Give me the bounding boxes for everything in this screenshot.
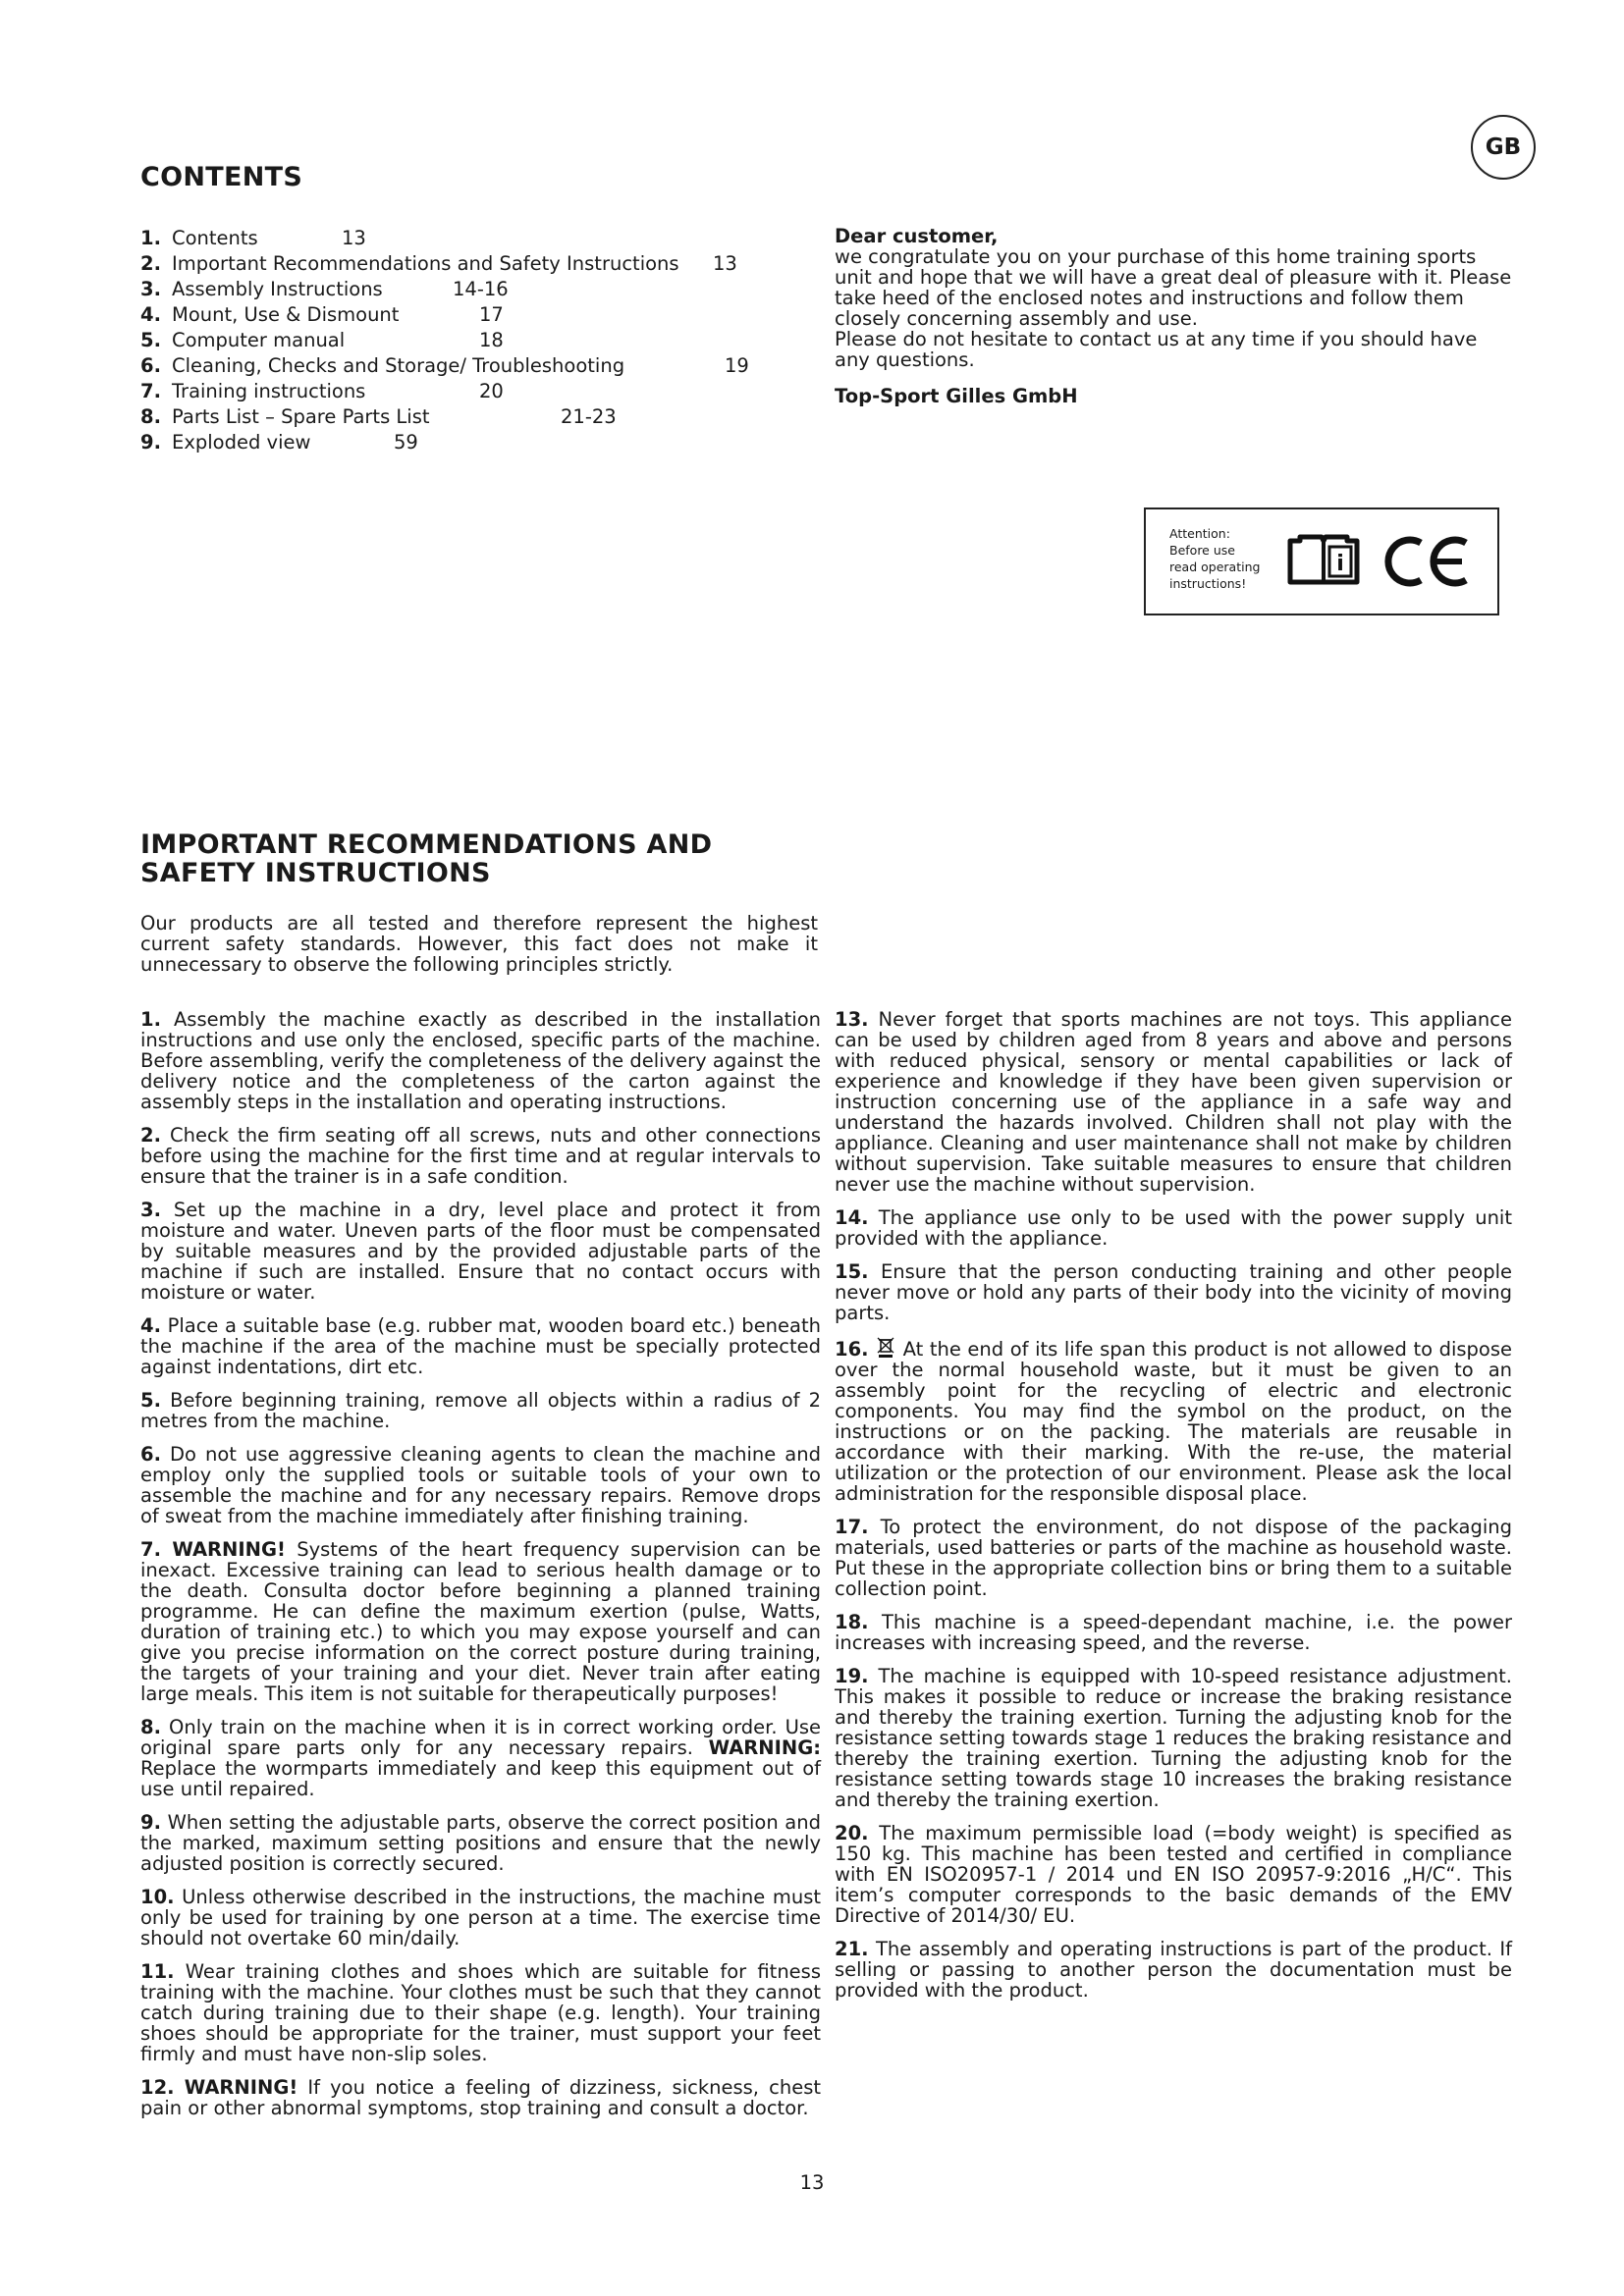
greeting-salutation: Dear customer, bbox=[835, 225, 999, 247]
safety-item: 11. Wear training clothes and shoes which are suitable for fitness training with the machine. Your clothes must be such that they cannot catch during training due to their shape (e.g. length). Your training shoes should be appropriate for the trainer, must support your feet firmly and must have non-slip soles. bbox=[140, 1960, 821, 2065]
safety-item: 7. WARNING! Systems of the heart frequency supervision can be inexact. Excessive training can lead to serious health damage or to the death. Consulta doctor before beginning a planned training programme. He can define the maximum exertion (pulse, Watts, duration of training etc.) to which you may expose yourself and can give you precise information on the correct posture during training, the targets of your training and your diet. Never train after eating large meals. This item is not suitable for therapeutically purposes! bbox=[140, 1538, 821, 1705]
safety-item: 16. At the end of its life span this product is not allowed to dispose over the normal household waste, but it must be given to an assembly point for the recycling of electric and electronic components. You may find the symbol on the product, on the instructions or on the packing. The materials are reusable in accordance with their marking. With the re-use, the material utilization or the protection of our environment. Please ask the local administration for the responsible disposal place. bbox=[835, 1338, 1512, 1505]
safety-item: 10. Unless otherwise described in the instructions, the machine must only be used for training by one person at a time. The exercise time should not overtake 60 min/daily. bbox=[140, 1886, 821, 1949]
safety-column-right bbox=[835, 1009, 1512, 2013]
read-manual-book-icon bbox=[1286, 533, 1361, 588]
toc-item: 8. Parts List – Spare Parts List 21-23 bbox=[140, 405, 617, 428]
safety-item: 18. This machine is a speed-dependant machine, i.e. the power increases with increasing speed, and the reverse. bbox=[835, 1611, 1513, 1654]
safety-item: 3. Set up the machine in a dry, level place and protect it from moisture and water. Uneven parts of the floor must be compensated by suitable measures and by the provided adjustable parts of the machine if such are installed. Ensure that no contact occurs with moisture or water. bbox=[140, 1199, 821, 1304]
safety-item: 17. To protect the environment, do not dispose of the packaging materials, used batteries or parts of the machine as household waste. Put these in the appropriate collection bins or bring them to a suitable collection point. bbox=[835, 1516, 1512, 1600]
table-of-contents bbox=[140, 226, 779, 455]
greeting-body: we congratulate you on your purchase of this home training sports unit and hope that we will have a great deal of pleasure with it. Please take heed of the enclosed notes and instructions and follow them closely concerning assembly and use. bbox=[835, 245, 1512, 330]
language-badge: GB bbox=[1471, 115, 1536, 180]
toc-item: 7. Training instructions 20 bbox=[140, 380, 504, 402]
svg-text:i: i bbox=[1336, 552, 1344, 576]
warning-label: WARNING: bbox=[708, 1736, 822, 1759]
toc-item: 4. Mount, Use & Dismount 17 bbox=[140, 303, 504, 326]
safety-item: 13. Never forget that sports machines are not toys. This appliance can be used by children aged from 8 years and above and persons with reduced physical, sensory or mental capabilities or lack of experience and knowledge if they have been given supervision or instruction concerning use of the appliance in a safe way and understand the hazards involved. Children shall not play with the appliance. Cleaning and user maintenance shall not make by children without supervision. Take suitable measures to ensure that children never use the machine without supervision. bbox=[835, 1008, 1513, 1196]
toc-item: 5. Computer manual 18 bbox=[140, 329, 504, 351]
contents-heading: CONTENTS bbox=[140, 162, 303, 192]
safety-heading: IMPORTANT RECOMMENDATIONS AND SAFETY INSTRUCTIONS bbox=[140, 829, 713, 888]
toc-item: 3. Assembly Instructions 14-16 bbox=[140, 278, 509, 300]
greeting-body-contact: Please do not hesitate to contact us at any time if you should have any questions. bbox=[835, 328, 1478, 371]
crossed-bin-icon bbox=[877, 1336, 894, 1358]
safety-item: 19. The machine is equipped with 10-speed resistance adjustment. This makes it possible to reduce or increase the braking resistance and thereby the training exertion. Turning the adjusting knob for the resistance setting towards stage 1 reduces the braking resistance and thereby the training exertion. Turning the adjusting knob for the resistance setting towards stage 10 increases the braking resistance and thereby the training exertion. bbox=[835, 1665, 1513, 1811]
attention-text: Attention: Before use read operating instructions! bbox=[1169, 526, 1261, 591]
safety-column-left bbox=[140, 1009, 821, 2131]
toc-item: 6. Cleaning, Checks and Storage/ Troubleshooting 19 bbox=[140, 354, 749, 377]
safety-item: 14. The appliance use only to be used with the power supply unit provided with the appliance. bbox=[835, 1206, 1512, 1250]
greeting-signature: Top-Sport Gilles GmbH bbox=[835, 385, 1078, 407]
warning-label: WARNING! bbox=[172, 1538, 286, 1561]
safety-item: 6. Do not use aggressive cleaning agents to clean the machine and employ only the supplied tools or suitable tools of your own to assemble the machine and for any necessary repairs. Remove drops of sweat from the machine immediately after finishing training. bbox=[140, 1443, 821, 1527]
ce-mark-icon bbox=[1380, 533, 1474, 590]
customer-greeting bbox=[835, 226, 1512, 406]
toc-item: 1. Contents 13 bbox=[140, 227, 366, 249]
warning-label: WARNING! bbox=[184, 2076, 298, 2099]
page-number: 13 bbox=[799, 2171, 825, 2194]
toc-item: 2. Important Recommendations and Safety Instructions 13 bbox=[140, 252, 737, 275]
safety-item: 9. When setting the adjustable parts, observe the correct position and the marked, maximum setting positions and ensure that the newly adjusted position is correctly secured. bbox=[140, 1811, 821, 1875]
toc-item: 9. Exploded view 59 bbox=[140, 431, 418, 454]
safety-item: 12. WARNING! If you notice a feeling of dizziness, sickness, chest pain or other abnormal symptoms, stop training and consult a doctor. bbox=[140, 2076, 822, 2119]
safety-item: 8. Only train on the machine when it is in correct working order. Use original spare parts only for any necessary repairs. WARNING: Replace the wormparts immediately and keep this equipment out of use until repaired. bbox=[140, 1716, 822, 1800]
safety-item: 20. The maximum permissible load (=body weight) is specified as 150 kg. This machine has been tested and certified in compliance with EN ISO20957-1 / 2014 und EN ISO 20957-9:2016 „H/C“. This item’s computer corresponds to the basic demands of the EMV Directive of 2014/30/ EU. bbox=[835, 1822, 1512, 1927]
safety-intro: Our products are all tested and therefore represent the highest current safety standards. However, this fact does not make it unnecessary to observe the following principles strictly. bbox=[140, 912, 818, 976]
safety-item: 2. Check the firm seating off all screws, nuts and other connections before using the machine for the first time and at regular intervals to ensure that the trainer is in a safe condition. bbox=[140, 1124, 821, 1188]
attention-box bbox=[1144, 507, 1499, 615]
safety-item: 5. Before beginning training, remove all objects within a radius of 2 metres from the machine. bbox=[140, 1389, 821, 1432]
safety-item: 1. Assembly the machine exactly as described in the installation instructions and use only the enclosed, specific parts of the machine. Before assembling, verify the completeness of the delivery against the delivery notice and the completeness of the carton against the assembly steps in the installation and operating instructions. bbox=[140, 1008, 822, 1113]
safety-item: 4. Place a suitable base (e.g. rubber mat, wooden board etc.) beneath the machine if the area of the machine must be specially protected against indentations, dirt etc. bbox=[140, 1314, 821, 1378]
safety-item: 21. The assembly and operating instructions is part of the product. If selling or passing to another person the documentation must be provided with the product. bbox=[835, 1938, 1512, 2002]
safety-item: 15. Ensure that the person conducting training and other people never move or hold any parts of their body into the vicinity of moving parts. bbox=[835, 1260, 1512, 1324]
